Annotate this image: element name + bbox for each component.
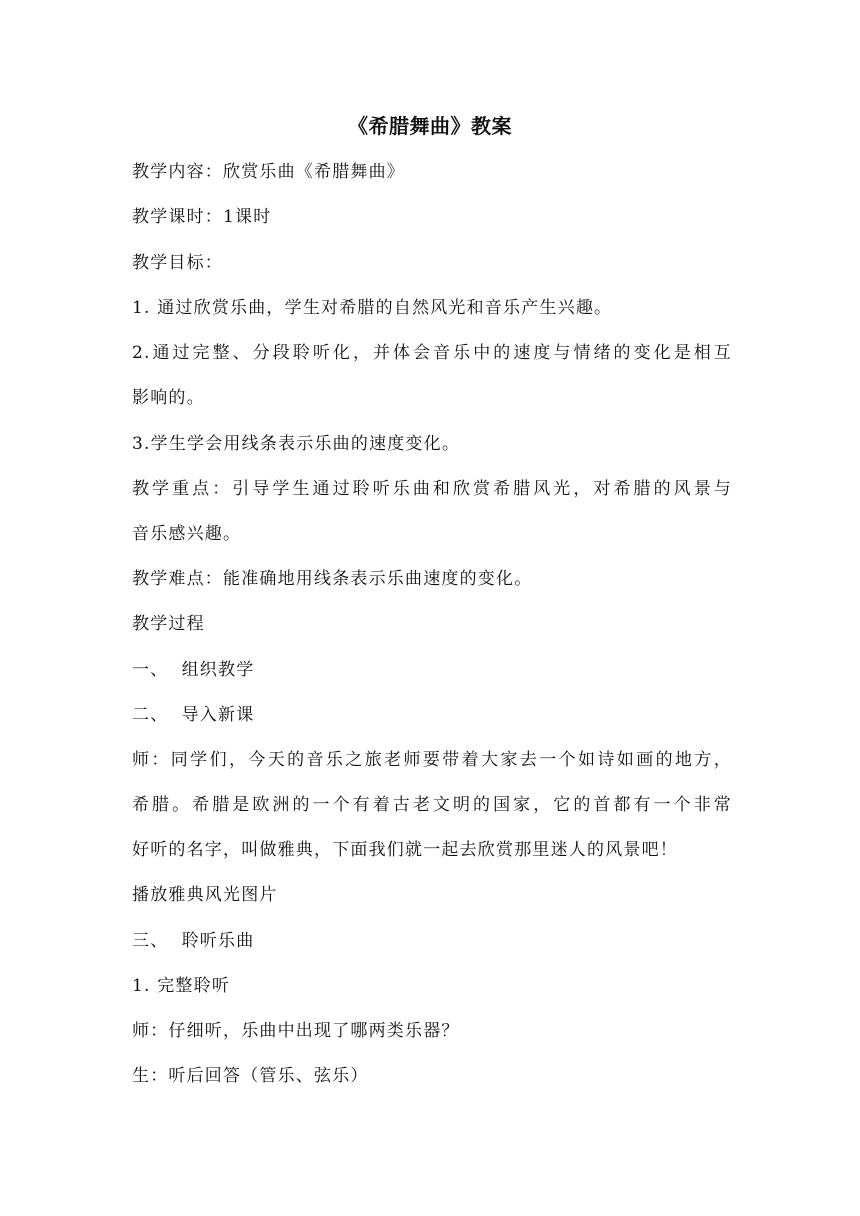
teaching-goals-heading: 教学目标： — [132, 253, 223, 273]
teaching-process-heading: 教学过程 — [132, 614, 205, 634]
document-title: 《希腊舞曲》教案 — [348, 114, 512, 138]
class-hours-line: 教学课时：1课时 — [132, 207, 272, 227]
difficult-points-line: 教学难点：能准确地用线条表示乐曲速度的变化。 — [132, 569, 533, 589]
section-3-heading: 三、 聆听乐曲 — [132, 931, 255, 951]
teacher-intro-line-1: 师：同学们，今天的音乐之旅老师要带着大家去一个如诗如画的地方， — [132, 750, 732, 770]
goal-1-line: 1. 通过欣赏乐曲，学生对希腊的自然风光和音乐产生兴趣。 — [132, 298, 613, 318]
teacher-intro-line-3: 好听的名字，叫做雅典，下面我们就一起去欣赏那里迷人的风景吧！ — [132, 840, 678, 860]
section-2-heading: 二、 导入新课 — [132, 705, 255, 725]
full-listening-line: 1. 完整聆听 — [132, 976, 231, 996]
teacher-intro-line-2: 希腊。希腊是欧洲的一个有着古老文明的国家，它的首都有一个非常 — [132, 795, 732, 815]
goal-2-continued-line: 影响的。 — [132, 388, 205, 408]
key-points-continued-line: 音乐感兴趣。 — [132, 524, 242, 544]
goal-2-line: 2.通过完整、分段聆听化，并体会音乐中的速度与情绪的变化是相互 — [132, 343, 732, 363]
section-1-heading: 一、 组织教学 — [132, 660, 255, 680]
teaching-content-line: 教学内容：欣赏乐曲《希腊舞曲》 — [132, 162, 405, 182]
goal-3-line: 3.学生学会用线条表示乐曲的速度变化。 — [132, 434, 461, 454]
key-points-line: 教学重点：引导学生通过聆听乐曲和欣赏希腊风光，对希腊的风景与 — [132, 479, 732, 499]
play-pictures-line: 播放雅典风光图片 — [132, 885, 278, 905]
student-answer-line: 生：听后回答（管乐、弦乐） — [132, 1066, 369, 1086]
teacher-question-line: 师：仔细听，乐曲中出现了哪两类乐器？ — [132, 1021, 460, 1041]
